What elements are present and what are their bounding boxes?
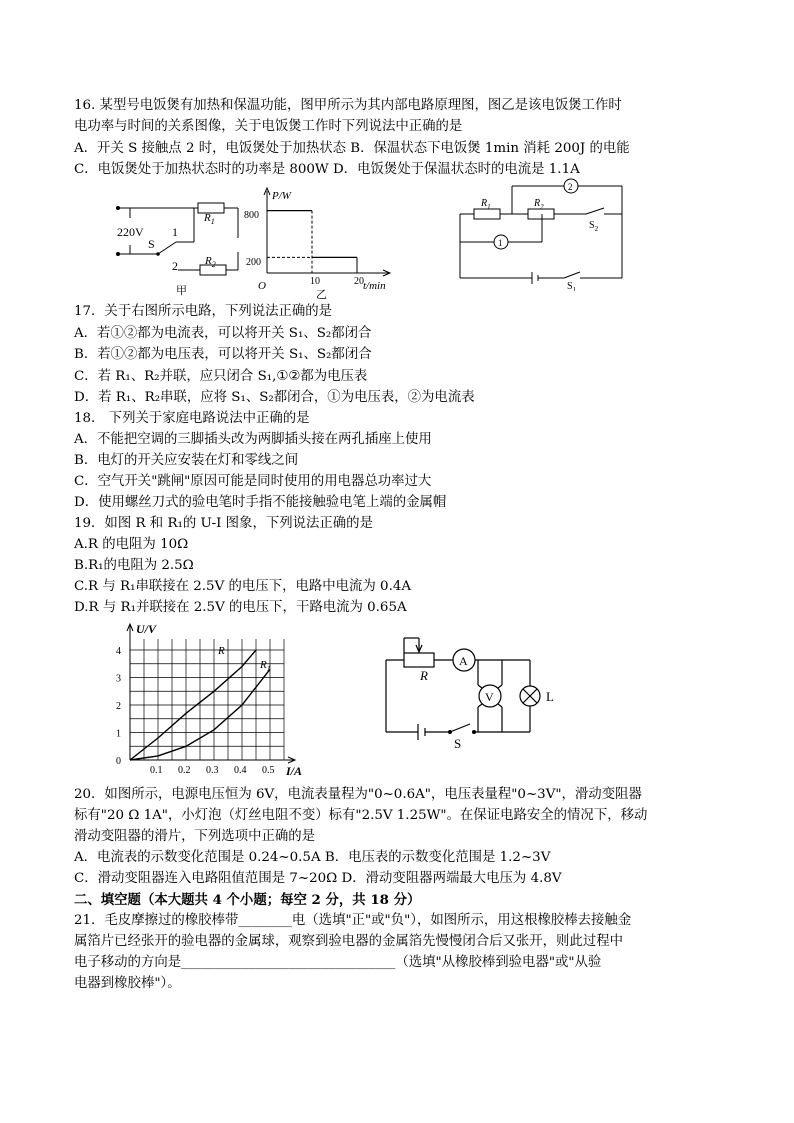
q19-option-c: C.R 与 R₁串联接在 2.5V 的电压下，电路中电流为 0.4A — [74, 579, 412, 594]
q19-x-tick: 0.1 — [150, 765, 163, 776]
q20-lamp-label: L — [546, 689, 554, 704]
q18-option-c: C．空气开关"跳闸"原因可能是同时使用的用电器总功率过大 — [74, 474, 432, 489]
q19-ui-graph — [110, 620, 320, 780]
q20-voltmeter-label: V — [485, 690, 494, 704]
q20-rheostat-label: R — [420, 668, 428, 683]
yi-y-tick-800: 800 — [244, 210, 259, 221]
yi-caption: 乙 — [316, 289, 327, 300]
q17-r1-sub: 1 — [487, 203, 491, 211]
jia-r1-sub: 1 — [210, 217, 215, 226]
q21-line4: 电器到橡胶棒"）。 — [74, 976, 181, 991]
q17-r2-sub: 2 — [540, 203, 544, 211]
yi-origin-label: O — [258, 280, 266, 292]
jia-contact1-label: 1 — [172, 225, 178, 239]
q19-y-tick: 4 — [116, 646, 121, 657]
yi-x-axis-label: t/min — [363, 280, 386, 292]
yi-y-tick-200: 200 — [246, 257, 261, 268]
q20-stem-line1: 20．如图所示，电源电压恒为 6V，电流表量程为"0~0.6A"，电压表量程"0~3V"，滑动变阻器 — [74, 787, 642, 802]
q19-x-tick: 0.3 — [206, 765, 219, 776]
q18-stem: 18． 下列关于家庭电路说法中正确的是 — [74, 411, 310, 426]
q20-options-ab: A．电流表的示数变化范围是 0.24~0.5A B．电压表的示数变化范围是 1.2~3V — [74, 850, 551, 865]
q17-r1-label: R — [481, 198, 488, 209]
meter-2-label: 2 — [568, 182, 573, 192]
svg-text:S1 — [567, 281, 577, 291]
q19-y-tick: 3 — [116, 673, 121, 685]
jia-r2-label: R — [205, 255, 212, 267]
q19-x-tick: 0.2 — [178, 765, 191, 776]
q17-option-d: D．若 R₁、R₂串联，应将 S₁、S₂都闭合，①为电压表，②为电流表 — [74, 390, 475, 405]
yi-x-tick-10: 10 — [310, 276, 320, 287]
q17-s1-sub: 1 — [572, 286, 577, 291]
figure-yi-graph — [242, 185, 412, 300]
q19-y-tick: 0 — [116, 756, 121, 767]
q21-line3: 电子移动的方向是________________________________（选填"从橡胶棒到验电器"或"从验 — [74, 955, 602, 970]
q19-y-tick: 1 — [116, 728, 121, 740]
q17-s2-sub: 2 — [594, 225, 599, 233]
q17-option-a: A．若①②都为电流表，可以将开关 S₁、S₂都闭合 — [74, 326, 372, 341]
jia-switch-label: S — [148, 237, 155, 251]
curve-r1-label: R — [260, 659, 267, 671]
jia-r2-sub: 2 — [211, 260, 216, 269]
q19-x-tick: 0.5 — [262, 765, 275, 776]
q16-options-ab: A．开关 S 接触点 2 时，电饭煲处于加热状态 B．保温状态下电饭煲 1min 消耗 200J 的电能 — [74, 141, 630, 156]
q20-options-cd: C．滑动变阻器连入电路阻值范围是 7~20Ω D．滑动变阻器两端最大电压为 4.8V — [74, 871, 562, 886]
q17-option-c: C．若 R₁、R₂并联，应只闭合 S₁,①②都为电压表 — [74, 369, 368, 384]
q18-option-a: A．不能把空调的三脚插头改为两脚插头接在两孔插座上使用 — [74, 432, 432, 447]
q19-y-axis-label: U/V — [136, 622, 157, 636]
curve-r1-sub: 1 — [266, 664, 271, 673]
q19-option-a: A.R 的电阻为 10Ω — [74, 537, 189, 552]
q16-stem-line1: 16. 某型号电饭煲有加热和保温功能，图甲所示为其内部电路原理图，图乙是该电饭煲工作时 — [74, 98, 622, 113]
jia-r1-label: R — [204, 212, 211, 224]
curve-r-label: R — [218, 645, 225, 657]
jia-voltage-label: 220V — [117, 225, 144, 239]
q21-line2: 属箔片已经张开的验电器的金属球，观察到验电器的金属箔先慢慢闭合后又张开，则此过程中 — [74, 934, 624, 949]
q21-line1: 21．毛皮摩擦过的橡胶棒带________电（选填"正"或"负"），如图所示，用这根橡胶棒去接触金 — [74, 913, 632, 928]
q20-switch-label: S — [454, 736, 462, 750]
jia-contact2-label: 2 — [172, 259, 178, 273]
q20-ammeter-label: A — [459, 654, 468, 668]
q19-x-tick: 0.4 — [234, 765, 247, 776]
q19-x-axis-label: I/A — [286, 764, 303, 778]
q16-stem-line2: 电功率与时间的关系图像，关于电饭煲工作时下列说法中正确的是 — [74, 119, 463, 134]
q20-stem-line3: 滑动变阻器的滑片，下列选项中正确的是 — [74, 829, 316, 844]
figure-q17-circuit — [452, 176, 642, 291]
q17-s2-label: S — [589, 220, 595, 231]
yi-data-line — [267, 211, 357, 273]
q19-option-b: B.R₁的电阻为 2.5Ω — [74, 558, 194, 573]
yi-y-axis-label: P/W — [272, 190, 291, 202]
svg-text:R1 — [259, 659, 271, 673]
q19-stem: 19．如图 R 和 R₁的 U-I 图象，下列说法正确的是 — [74, 516, 373, 531]
q18-option-b: B．电灯的开关应安装在灯和零线之间 — [74, 453, 299, 468]
q17-stem: 17．关于右图所示电路，下列说法正确的是 — [74, 304, 333, 319]
q17-r2-label: R — [534, 198, 541, 209]
figure-jia-circuit — [108, 190, 248, 300]
q18-option-d: D．使用螺丝刀式的验电笔时手指不能接触验电笔上端的金属帽 — [74, 495, 447, 510]
jia-caption: 甲 — [176, 285, 187, 297]
meter-1-label: 1 — [498, 238, 503, 248]
q17-s1-label: S — [567, 281, 573, 291]
section2-heading: 二、填空题（本大题共 4 个小题；每空 2 分，共 18 分） — [74, 892, 421, 908]
q19-y-tick: 2 — [116, 701, 121, 712]
q20-stem-line2: 标有"20 Ω 1A"，小灯泡（灯丝电阻不变）标有"2.5V 1.25W"。在保证电路安全的情况下，移动 — [74, 808, 648, 823]
q17-option-b: B．若①②都为电压表，可以将开关 S₁、S₂都闭合 — [74, 347, 372, 362]
q19-option-d: D.R 与 R₁并联接在 2.5V 的电压下，干路电流为 0.65A — [74, 600, 407, 615]
q20-circuit — [378, 630, 568, 750]
q16-options-cd: C．电饭煲处于加热状态时的功率是 800W D．电饭煲处于保温状态时的电流是 1.1A — [74, 162, 580, 177]
yi-x-tick-20: 20 — [354, 276, 364, 287]
svg-text:R2 — [204, 255, 216, 269]
svg-text:R1 — [203, 212, 215, 226]
svg-text:S2 — [589, 220, 599, 233]
